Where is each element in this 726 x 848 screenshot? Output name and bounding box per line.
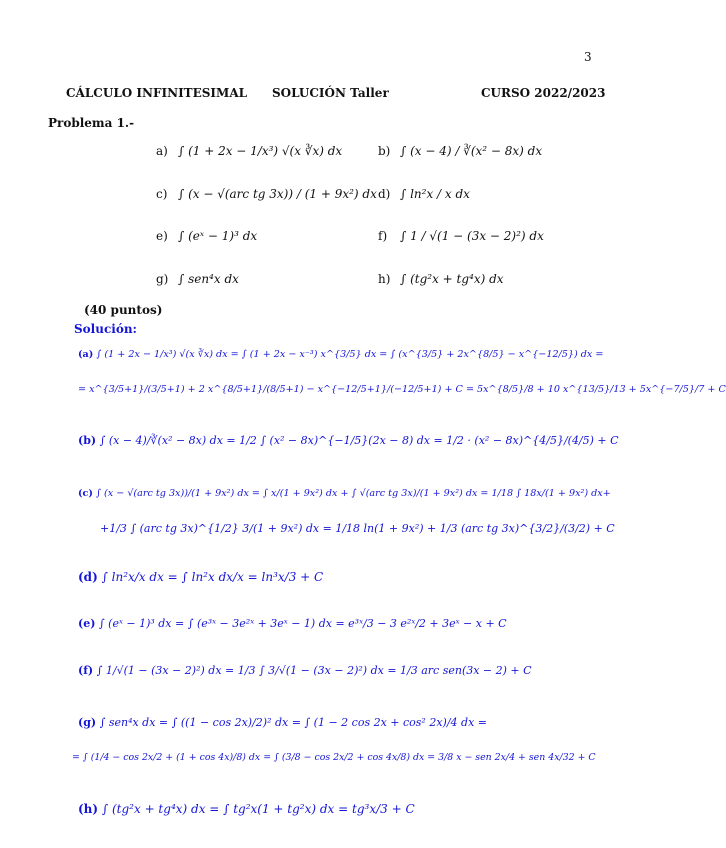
solution-line: (d) ∫ ln²x/x dx = ∫ ln²x dx/x = ln³x/3 + C (78, 570, 324, 584)
page-number: 3 (584, 50, 592, 64)
problem-item: f) ∫ 1 / √(1 − (3x − 2)²) dx (378, 229, 544, 243)
problem-expression: ∫ (x − 4) / ∛(x² − 8x) dx (400, 144, 543, 158)
problem-expression: ∫ (eˣ − 1)³ dx (178, 229, 258, 243)
problem-expression: ∫ (tg²x + tg⁴x) dx (400, 272, 504, 286)
solution-line: (e) ∫ (eˣ − 1)³ dx = ∫ (e³ˣ − 3e²ˣ + 3eˣ − 1) dx = e³ˣ/3 − 3 e²ˣ/2 + 3eˣ − x + C (78, 617, 507, 630)
solution-line: (b) ∫ (x − 4)/∛(x² − 8x) dx = 1/2 ∫ (x² − 8x)^{−1/5}(2x − 8) dx = 1/2 · (x² − 8x)^{4/5}/(4/5) + C (78, 434, 619, 447)
points-label: (40 puntos) (84, 303, 163, 317)
problem-item: e) ∫ (eˣ − 1)³ dx (156, 229, 258, 243)
solution-title: Solución: (74, 322, 137, 336)
document-title: SOLUCIÓN Taller (272, 86, 389, 100)
problem-expression: ∫ ln²x / x dx (400, 187, 470, 201)
solution-line: (g) ∫ sen⁴x dx = ∫ ((1 − cos 2x)/2)² dx = ∫ (1 − 2 cos 2x + cos² 2x)/4 dx = (78, 716, 487, 729)
solution-line: = ∫ (1/4 − cos 2x/2 + (1 + cos 4x)/8) dx = ∫ (3/8 − cos 2x/2 + cos 4x/8) dx = 3/8 x − sen 2x/4 + sen 4x/32 + C (72, 752, 596, 763)
course-year: CURSO 2022/2023 (481, 86, 606, 100)
problem-item: d) ∫ ln²x / x dx (378, 187, 470, 201)
solution-line: (a) ∫ (1 + 2x − 1/x³) √(x ∛x) dx = ∫ (1 + 2x − x⁻³) x^{3/5} dx = ∫ (x^{3/5} + 2x^{8/5} − x^{−12/5}) dx = (78, 349, 604, 360)
problem-item: g) ∫ sen⁴x dx (156, 272, 239, 286)
solution-line: (h) ∫ (tg²x + tg⁴x) dx = ∫ tg²x(1 + tg²x) dx = tg³x/3 + C (78, 802, 415, 816)
solution-line: (c) ∫ (x − √(arc tg 3x))/(1 + 9x²) dx = ∫ x/(1 + 9x²) dx + ∫ √(arc tg 3x)/(1 + 9x²) dx = 1/18 ∫ 18x/(1 + 9x²) dx+ (78, 488, 611, 499)
problem-title: Problema 1.- (48, 116, 135, 130)
problem-expression: ∫ (1 + 2x − 1/x³) √(x ∛x) dx (178, 144, 343, 158)
solution-line: (f) ∫ 1/√(1 − (3x − 2)²) dx = 1/3 ∫ 3/√(1 − (3x − 2)²) dx = 1/3 arc sen(3x − 2) + C (78, 664, 532, 677)
problem-item: c) ∫ (x − √(arc tg 3x)) / (1 + 9x²) dx (156, 187, 377, 201)
problem-expression: ∫ sen⁴x dx (178, 272, 239, 286)
problem-item: b) ∫ (x − 4) / ∛(x² − 8x) dx (378, 144, 543, 158)
problem-item: h) ∫ (tg²x + tg⁴x) dx (378, 272, 504, 286)
solution-line: = x^{3/5+1}/(3/5+1) + 2 x^{8/5+1}/(8/5+1) − x^{−12/5+1}/(−12/5+1) + C = 5x^{8/5}/8 + 10 x^{13/5}/13 + 5x^{−7/5}/7 + C (78, 384, 726, 395)
solution-line: +1/3 ∫ (arc tg 3x)^{1/2} 3/(1 + 9x²) dx = 1/18 ln(1 + 9x²) + 1/3 (arc tg 3x)^{3/2}/(3/2) + C (100, 522, 615, 535)
problem-expression: ∫ 1 / √(1 − (3x − 2)²) dx (400, 229, 544, 243)
problem-expression: ∫ (x − √(arc tg 3x)) / (1 + 9x²) dx (178, 187, 377, 201)
course-title: CÁLCULO INFINITESIMAL (66, 86, 248, 100)
problem-item: a) ∫ (1 + 2x − 1/x³) √(x ∛x) dx (156, 144, 343, 158)
